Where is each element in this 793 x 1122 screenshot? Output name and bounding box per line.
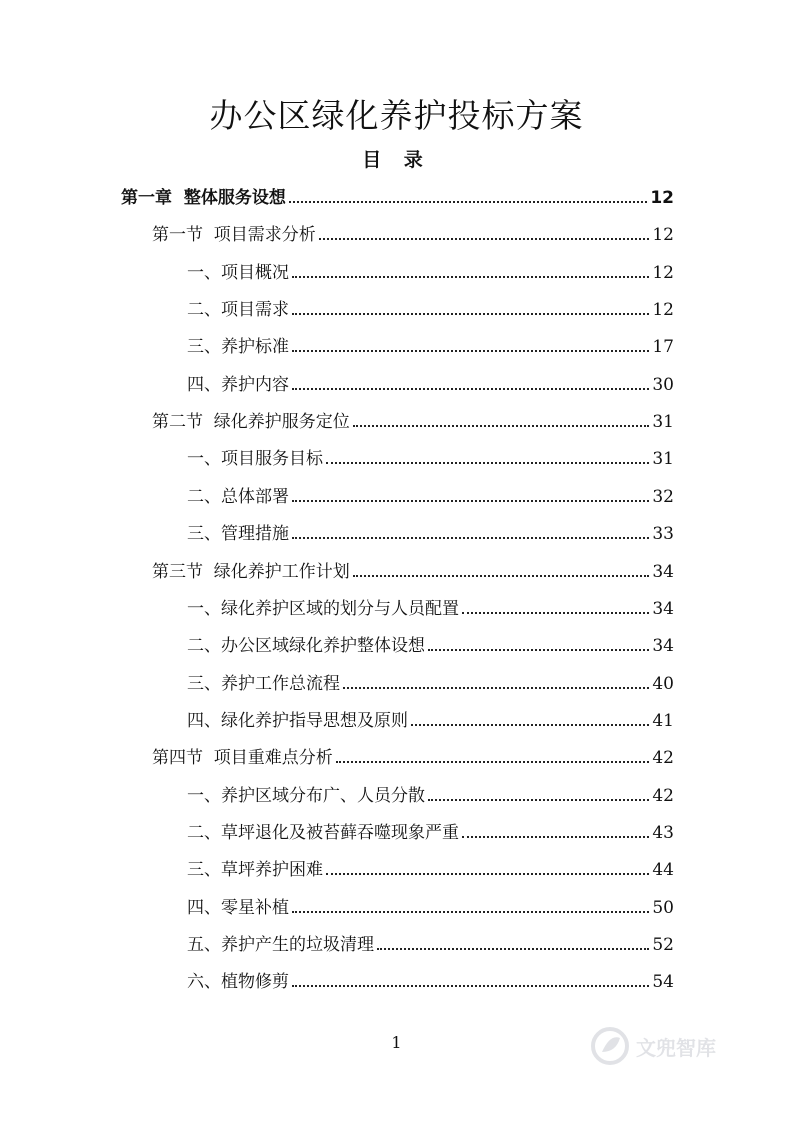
toc-entry[interactable] <box>152 743 674 769</box>
toc-entry-label: 一、项目概况 <box>187 262 289 283</box>
toc-leader-dots <box>292 349 649 352</box>
toc-entry-label: 六、植物修剪 <box>187 972 289 993</box>
toc-leader-dots <box>292 387 649 390</box>
toc-leader-dots <box>292 910 649 913</box>
toc-leader-dots <box>292 275 649 278</box>
toc-entry-label: 二、草坪退化及被苔藓吞噬现象严重 <box>187 822 459 843</box>
toc-entry-page: 12 <box>650 188 674 208</box>
toc-entry[interactable] <box>187 781 674 807</box>
toc-entry-label: 第一节 项目需求分析 <box>152 225 316 246</box>
toc-leader-dots <box>462 835 649 838</box>
toc-entry-label: 二、办公区域绿化养护整体设想 <box>187 636 425 657</box>
watermark <box>590 1022 760 1070</box>
toc-entry-page: 34 <box>652 598 674 619</box>
toc-entry-page: 31 <box>652 412 674 433</box>
toc-entry-page: 52 <box>652 935 674 955</box>
document-title: 办公区绿化养护投标方案 <box>209 96 584 135</box>
toc-entry[interactable] <box>187 594 674 620</box>
toc-entry[interactable] <box>187 482 674 508</box>
toc-entry-label: 二、总体部署 <box>187 486 289 507</box>
toc-entry-page: 12 <box>652 262 674 283</box>
toc-entry-page: 43 <box>652 822 674 843</box>
toc-entry[interactable] <box>187 332 674 358</box>
toc-leader-dots <box>326 461 649 464</box>
toc-leader-dots <box>336 760 650 763</box>
watermark-text: 文兜智库 <box>636 1035 716 1060</box>
toc-leader-dots <box>462 611 649 614</box>
toc-entry-page: 42 <box>652 785 674 806</box>
toc-entry[interactable] <box>187 444 674 470</box>
toc-entry[interactable] <box>187 519 674 545</box>
toc-entry-page: 12 <box>652 225 674 246</box>
toc-entry[interactable] <box>187 706 674 732</box>
toc-entry-page: 42 <box>652 748 674 769</box>
toc-heading: 目 录 <box>362 149 431 171</box>
toc-entry-page: 33 <box>652 524 674 545</box>
toc-entry[interactable] <box>152 557 674 583</box>
toc-leader-dots <box>411 723 649 726</box>
toc-entry-label: 四、养护内容 <box>187 374 289 395</box>
toc-entry[interactable] <box>187 967 674 993</box>
toc-entry-page: 50 <box>652 897 674 918</box>
toc-entry-label: 第三节 绿化养护工作计划 <box>152 561 350 582</box>
toc-leader-dots <box>326 872 649 875</box>
toc-entry[interactable] <box>187 818 674 844</box>
toc-entry[interactable] <box>187 370 674 396</box>
toc-entry-label: 四、绿化养护指导思想及原则 <box>187 710 408 731</box>
toc-entry-page: 12 <box>652 300 674 321</box>
toc-leader-dots <box>428 648 649 651</box>
toc-entry-page: 32 <box>652 486 674 507</box>
toc-entry-label: 三、养护标准 <box>187 337 289 358</box>
toc-leader-dots <box>353 574 650 577</box>
toc-entry[interactable] <box>187 258 674 284</box>
toc-entry[interactable] <box>152 220 674 246</box>
toc-leader-dots <box>292 536 649 539</box>
leaf-logo-icon <box>590 1026 630 1066</box>
toc-leader-dots <box>343 686 649 689</box>
toc-entry[interactable] <box>187 295 674 321</box>
toc-leader-dots <box>292 312 649 315</box>
toc-entry-page: 44 <box>652 860 674 881</box>
toc-leader-dots <box>289 200 647 203</box>
toc-entry-page: 31 <box>652 449 674 470</box>
toc-entry-label: 第一章 整体服务设想 <box>121 188 286 208</box>
toc-entry[interactable] <box>187 669 674 695</box>
toc-entry[interactable] <box>121 183 674 209</box>
toc-entry-page: 17 <box>652 337 674 358</box>
toc-entry-page: 30 <box>652 374 674 395</box>
toc-entry-label: 第二节 绿化养护服务定位 <box>152 412 350 433</box>
toc-leader-dots <box>292 499 649 502</box>
toc-leader-dots <box>428 798 649 801</box>
toc-entry-label: 一、绿化养护区域的划分与人员配置 <box>187 598 459 619</box>
toc-entry[interactable] <box>152 407 674 433</box>
toc-entry-page: 40 <box>652 673 674 694</box>
toc-entry[interactable] <box>187 930 674 956</box>
toc-entry-label: 一、项目服务目标 <box>187 449 323 470</box>
toc-entry[interactable] <box>187 893 674 919</box>
toc-entry[interactable] <box>187 855 674 881</box>
toc-entry-label: 五、养护产生的垃圾清理 <box>187 935 374 955</box>
toc-entry-label: 三、管理措施 <box>187 524 289 545</box>
toc-entry-label: 二、项目需求 <box>187 300 289 321</box>
toc-entry-label: 四、零星补植 <box>187 897 289 918</box>
toc-leader-dots <box>377 947 649 950</box>
toc-entry-page: 34 <box>652 561 674 582</box>
toc-entry-label: 三、草坪养护困难 <box>187 860 323 881</box>
toc-entry-label: 三、养护工作总流程 <box>187 673 340 694</box>
toc-entry-label: 一、养护区域分布广、人员分散 <box>187 785 425 806</box>
toc-entry-page: 34 <box>652 636 674 657</box>
toc-leader-dots <box>353 424 650 427</box>
toc-entry-page: 41 <box>652 710 674 731</box>
toc-leader-dots <box>319 237 650 240</box>
page-number: 1 <box>391 1033 402 1052</box>
toc-entry-page: 54 <box>652 972 674 993</box>
toc-entry[interactable] <box>187 631 674 657</box>
toc-leader-dots <box>292 984 649 987</box>
toc-entry-label: 第四节 项目重难点分析 <box>152 748 333 769</box>
